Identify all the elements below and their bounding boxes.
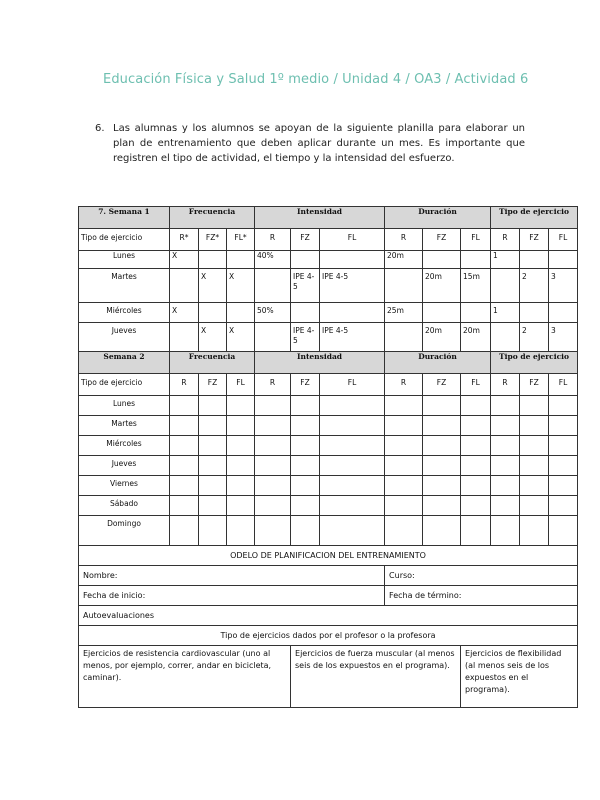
day-label: Martes — [79, 416, 170, 436]
table-cell[interactable] — [423, 416, 461, 436]
week2-title: Semana 2 — [79, 352, 170, 374]
table-cell[interactable] — [170, 476, 199, 496]
table-cell[interactable]: 50% — [255, 303, 291, 323]
table-cell[interactable] — [491, 269, 520, 303]
table-cell[interactable] — [549, 251, 578, 269]
nombre-field[interactable]: Nombre: — [79, 566, 385, 586]
page-title: Educación Física y Salud 1º medio / Unidad 4 / OA3 / Actividad 6 — [103, 72, 529, 87]
group-header-frecuencia: Frecuencia — [170, 352, 255, 374]
table-cell[interactable] — [385, 416, 423, 436]
table-cell[interactable] — [320, 396, 385, 416]
day-label: Miércoles — [79, 436, 170, 456]
table-cell[interactable]: 3 — [549, 269, 578, 303]
sub-header-cell: R* — [170, 229, 199, 251]
table-cell[interactable]: 20m — [423, 269, 461, 303]
table-cell[interactable] — [549, 456, 578, 476]
table-cell[interactable] — [491, 436, 520, 456]
table-cell[interactable] — [255, 456, 291, 476]
table-cell[interactable] — [227, 516, 255, 546]
group-header-intensidad: Intensidad — [255, 352, 385, 374]
table-cell[interactable]: X — [170, 251, 199, 269]
sub-header-cell: FL* — [227, 229, 255, 251]
sub-header-cell: FL — [461, 229, 491, 251]
table-cell[interactable] — [549, 476, 578, 496]
sub-header-cell: R — [255, 229, 291, 251]
week1-day-row — [79, 269, 578, 303]
exercise-type-flexibilidad: Ejercicios de flexibilidad (al menos seis de los expuestos en el programa). — [461, 646, 578, 708]
training-plan-table — [78, 206, 578, 708]
week2-header-row — [79, 352, 578, 374]
sub-header-cell: FZ* — [199, 229, 227, 251]
table-cell[interactable] — [170, 496, 199, 516]
table-cell[interactable]: 15m — [461, 269, 491, 303]
table-cell[interactable] — [227, 303, 255, 323]
table-cell[interactable]: 20m — [461, 323, 491, 352]
table-cell[interactable] — [170, 416, 199, 436]
table-cell[interactable] — [291, 436, 320, 456]
table-cell[interactable] — [423, 496, 461, 516]
table-cell[interactable]: 3 — [549, 323, 578, 352]
table-cell[interactable] — [491, 396, 520, 416]
sub-header-cell: R — [385, 229, 423, 251]
table-cell[interactable] — [520, 476, 549, 496]
day-label: Domingo — [79, 516, 170, 546]
table-cell[interactable] — [170, 323, 199, 352]
table-cell[interactable] — [423, 516, 461, 546]
table-cell[interactable] — [385, 476, 423, 496]
week2-day-row — [79, 416, 578, 436]
table-cell[interactable]: X — [170, 303, 199, 323]
table-cell[interactable]: 2 — [520, 269, 549, 303]
table-cell[interactable] — [227, 456, 255, 476]
fecha-inicio-field[interactable]: Fecha de inicio: — [79, 586, 385, 606]
sub-header-cell: FZ — [291, 374, 320, 396]
table-cell[interactable]: X — [199, 323, 227, 352]
table-cell[interactable] — [491, 416, 520, 436]
table-cell[interactable] — [423, 436, 461, 456]
instruction-paragraph — [95, 121, 525, 166]
table-cell[interactable]: 20m — [423, 323, 461, 352]
group-header-frecuencia: Frecuencia — [170, 207, 255, 229]
sub-header-cell: FL — [320, 229, 385, 251]
table-cell[interactable] — [170, 516, 199, 546]
sub-header-cell: R — [491, 229, 520, 251]
table-cell[interactable] — [291, 303, 320, 323]
exercise-types-row — [79, 646, 578, 708]
table-cell[interactable] — [255, 516, 291, 546]
table-cell[interactable] — [199, 496, 227, 516]
table-cell[interactable]: 1 — [491, 303, 520, 323]
table-cell[interactable] — [549, 416, 578, 436]
table-cell[interactable]: X — [227, 269, 255, 303]
table-cell[interactable] — [320, 416, 385, 436]
table-cell[interactable] — [549, 496, 578, 516]
day-label: Sábado — [79, 496, 170, 516]
sub-header-cell: R — [170, 374, 199, 396]
table-cell[interactable] — [461, 436, 491, 456]
table-cell[interactable] — [491, 476, 520, 496]
instruction-text: Las alumnas y los alumnos se apoyan de la siguiente planilla para elaborar un plan de entrenamiento que deben aplicar durante un mes. Es importante que registren el tipo de actividad, el tiempo y la intensidad del esfuerzo. — [113, 123, 525, 164]
sub-header-cell: FL — [549, 374, 578, 396]
week1-subheader-row — [79, 229, 578, 251]
model-title-row — [79, 546, 578, 566]
name-row — [79, 566, 578, 586]
table-cell[interactable] — [385, 496, 423, 516]
table-cell[interactable] — [461, 456, 491, 476]
table-cell[interactable] — [385, 396, 423, 416]
table-cell[interactable] — [199, 416, 227, 436]
table-cell[interactable] — [423, 303, 461, 323]
sub-header-cell: R — [385, 374, 423, 396]
sub-header-cell: R — [491, 374, 520, 396]
week1-day-row — [79, 323, 578, 352]
table-cell[interactable] — [320, 476, 385, 496]
sub-header-cell: R — [255, 374, 291, 396]
table-cell[interactable]: X — [199, 269, 227, 303]
week1-header-row — [79, 207, 578, 229]
table-cell[interactable] — [227, 396, 255, 416]
day-label: Lunes — [79, 396, 170, 416]
table-cell[interactable] — [291, 496, 320, 516]
tipo-title-row — [79, 626, 578, 646]
week2-day-row — [79, 516, 578, 546]
sub-label: Tipo de ejercicio — [79, 229, 170, 251]
sub-header-cell: FZ — [291, 229, 320, 251]
table-cell[interactable]: 20m — [385, 251, 423, 269]
sub-header-cell: FL — [227, 374, 255, 396]
table-cell[interactable] — [291, 516, 320, 546]
table-cell[interactable] — [549, 303, 578, 323]
table-cell[interactable] — [385, 516, 423, 546]
week2-day-row — [79, 396, 578, 416]
table-cell[interactable] — [227, 476, 255, 496]
table-cell[interactable] — [291, 251, 320, 269]
table-cell[interactable] — [491, 496, 520, 516]
table-cell[interactable] — [199, 476, 227, 496]
table-cell[interactable] — [255, 496, 291, 516]
table-cell[interactable]: IPE 4-5 — [291, 269, 320, 303]
table-cell[interactable] — [170, 436, 199, 456]
exercise-type-resistencia: Ejercicios de resistencia cardiovascular (uno al menos, por ejemplo, correr, andar en bicicleta, caminar). — [79, 646, 291, 708]
table-cell[interactable] — [520, 416, 549, 436]
week2-day-row — [79, 436, 578, 456]
table-cell[interactable] — [385, 456, 423, 476]
table-cell[interactable] — [320, 516, 385, 546]
week1-title: 7. Semana 1 — [79, 207, 170, 229]
autoevaluaciones-field[interactable]: Autoevaluaciones — [79, 606, 578, 626]
group-header-tipo: Tipo de ejercicio — [491, 352, 578, 374]
table-cell[interactable] — [255, 416, 291, 436]
table-cell[interactable] — [320, 436, 385, 456]
exercise-type-fuerza: Ejercicios de fuerza muscular (al menos seis de los expuestos en el programa). — [291, 646, 461, 708]
day-label: Jueves — [79, 456, 170, 476]
fecha-termino-field[interactable]: Fecha de término: — [385, 586, 578, 606]
table-cell[interactable] — [199, 436, 227, 456]
sub-header-cell: FZ — [520, 374, 549, 396]
table-cell[interactable] — [255, 269, 291, 303]
table-cell[interactable]: IPE 4-5 — [320, 269, 385, 303]
table-cell[interactable] — [461, 251, 491, 269]
table-cell[interactable]: X — [227, 323, 255, 352]
table-cell[interactable] — [520, 396, 549, 416]
table-cell[interactable] — [291, 416, 320, 436]
tipo-title: Tipo de ejercicios dados por el profesor o la profesora — [79, 626, 578, 646]
group-header-duracion: Duración — [385, 352, 491, 374]
table-cell[interactable] — [227, 251, 255, 269]
week1-day-row — [79, 251, 578, 269]
table-cell[interactable] — [520, 456, 549, 476]
table-cell[interactable] — [385, 269, 423, 303]
table-cell[interactable] — [170, 269, 199, 303]
sub-header-cell: FZ — [520, 229, 549, 251]
table-cell[interactable] — [549, 396, 578, 416]
group-header-duracion: Duración — [385, 207, 491, 229]
table-cell[interactable] — [255, 396, 291, 416]
table-cell[interactable] — [520, 251, 549, 269]
table-cell[interactable] — [199, 396, 227, 416]
table-cell[interactable]: 1 — [491, 251, 520, 269]
week2-day-row — [79, 496, 578, 516]
table-cell[interactable]: 40% — [255, 251, 291, 269]
table-cell[interactable] — [461, 303, 491, 323]
table-cell[interactable] — [291, 456, 320, 476]
week2-day-row — [79, 456, 578, 476]
table-cell[interactable] — [461, 476, 491, 496]
sub-header-cell: FZ — [199, 374, 227, 396]
table-cell[interactable] — [255, 436, 291, 456]
table-cell[interactable] — [199, 303, 227, 323]
table-cell[interactable]: IPE 4-5 — [320, 323, 385, 352]
table-cell[interactable]: 25m — [385, 303, 423, 323]
autoevaluaciones-row — [79, 606, 578, 626]
table-cell[interactable] — [385, 436, 423, 456]
table-cell[interactable] — [320, 251, 385, 269]
table-cell[interactable] — [461, 396, 491, 416]
table-cell[interactable] — [491, 456, 520, 476]
model-title: ODELO DE PLANIFICACION DEL ENTRENAMIENTO — [79, 546, 578, 566]
table-cell[interactable] — [520, 516, 549, 546]
table-cell[interactable] — [255, 476, 291, 496]
day-label: Lunes — [79, 251, 170, 269]
table-cell[interactable] — [520, 303, 549, 323]
instruction-number: 6. — [95, 123, 105, 134]
week2-subheader-row — [79, 374, 578, 396]
sub-header-cell: FL — [461, 374, 491, 396]
table-cell[interactable]: 2 — [520, 323, 549, 352]
group-header-tipo: Tipo de ejercicio — [491, 207, 578, 229]
table-cell[interactable] — [227, 496, 255, 516]
table-cell[interactable] — [423, 251, 461, 269]
table-cell[interactable] — [320, 496, 385, 516]
table-cell[interactable] — [423, 476, 461, 496]
table-cell[interactable]: IPE 4-5 — [291, 323, 320, 352]
table-cell[interactable] — [199, 251, 227, 269]
table-cell[interactable] — [491, 516, 520, 546]
week2-day-row — [79, 476, 578, 496]
sub-header-cell: FZ — [423, 374, 461, 396]
sub-header-cell: FL — [549, 229, 578, 251]
table-cell[interactable] — [423, 456, 461, 476]
table-cell[interactable] — [320, 303, 385, 323]
table-cell[interactable] — [461, 516, 491, 546]
group-header-intensidad: Intensidad — [255, 207, 385, 229]
day-label: Jueves — [79, 323, 170, 352]
sub-header-cell: FZ — [423, 229, 461, 251]
table-cell[interactable] — [291, 396, 320, 416]
table-cell[interactable] — [170, 396, 199, 416]
table-cell[interactable] — [520, 436, 549, 456]
day-label: Miércoles — [79, 303, 170, 323]
table-cell[interactable] — [549, 516, 578, 546]
table-cell[interactable] — [199, 516, 227, 546]
week1-day-row — [79, 303, 578, 323]
table-cell[interactable] — [385, 323, 423, 352]
table-cell[interactable] — [227, 436, 255, 456]
dates-row — [79, 586, 578, 606]
table-cell[interactable] — [461, 496, 491, 516]
table-cell[interactable] — [423, 396, 461, 416]
curso-field[interactable]: Curso: — [385, 566, 578, 586]
sub-label: Tipo de ejercicio — [79, 374, 170, 396]
table-cell[interactable] — [170, 456, 199, 476]
table-cell[interactable] — [255, 323, 291, 352]
table-cell[interactable] — [320, 456, 385, 476]
sub-header-cell: FL — [320, 374, 385, 396]
table-cell[interactable] — [520, 496, 549, 516]
table-cell[interactable] — [227, 416, 255, 436]
table-cell[interactable] — [491, 323, 520, 352]
day-label: Martes — [79, 269, 170, 303]
table-cell[interactable] — [199, 456, 227, 476]
day-label: Viernes — [79, 476, 170, 496]
table-cell[interactable] — [291, 476, 320, 496]
table-cell[interactable] — [461, 416, 491, 436]
table-cell[interactable] — [549, 436, 578, 456]
